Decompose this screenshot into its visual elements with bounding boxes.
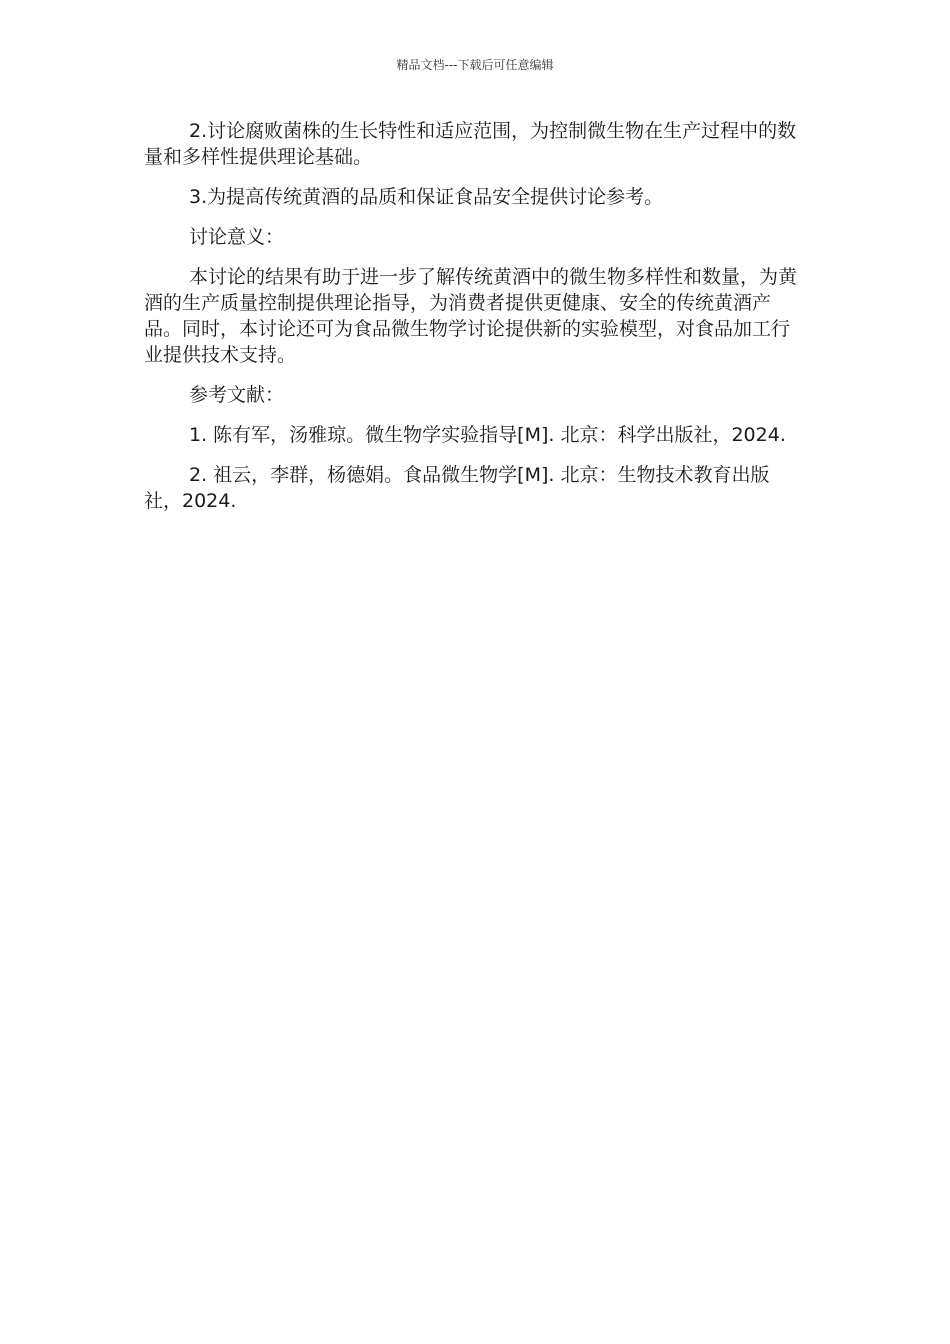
paragraph-significance: 本讨论的结果有助于进一步了解传统黄酒中的微生物多样性和数量，为黄酒的生产质量控制提供理论指导，为消费者提供更健康、安全的传统黄酒产品。同时，本讨论还可为食品微生物学讨论提供新的实验模型，对食品加工行业提供技术支持。 bbox=[144, 266, 798, 366]
paragraph-objective-2: 2.讨论腐败菌株的生长特性和适应范围，为控制微生物在生产过程中的数量和多样性提供理论基础。 bbox=[144, 120, 797, 168]
paragraph-objective-3: 3.为提高传统黄酒的品质和保证食品安全提供讨论参考。 bbox=[189, 186, 664, 208]
reference-item: 2. 祖云，李群，杨德娟。食品微生物学[M]. 北京：生物技术教育出版社，2024. bbox=[144, 464, 770, 512]
page-header: 精品文档---下载后可任意编辑 bbox=[396, 58, 554, 72]
heading-references: 参考文献： bbox=[189, 384, 285, 406]
reference-item: 1. 陈有军，汤雅琼。微生物学实验指导[M]. 北京：科学出版社，2024. bbox=[189, 424, 786, 446]
document-body bbox=[144, 118, 806, 528]
heading-significance: 讨论意义： bbox=[189, 226, 285, 248]
